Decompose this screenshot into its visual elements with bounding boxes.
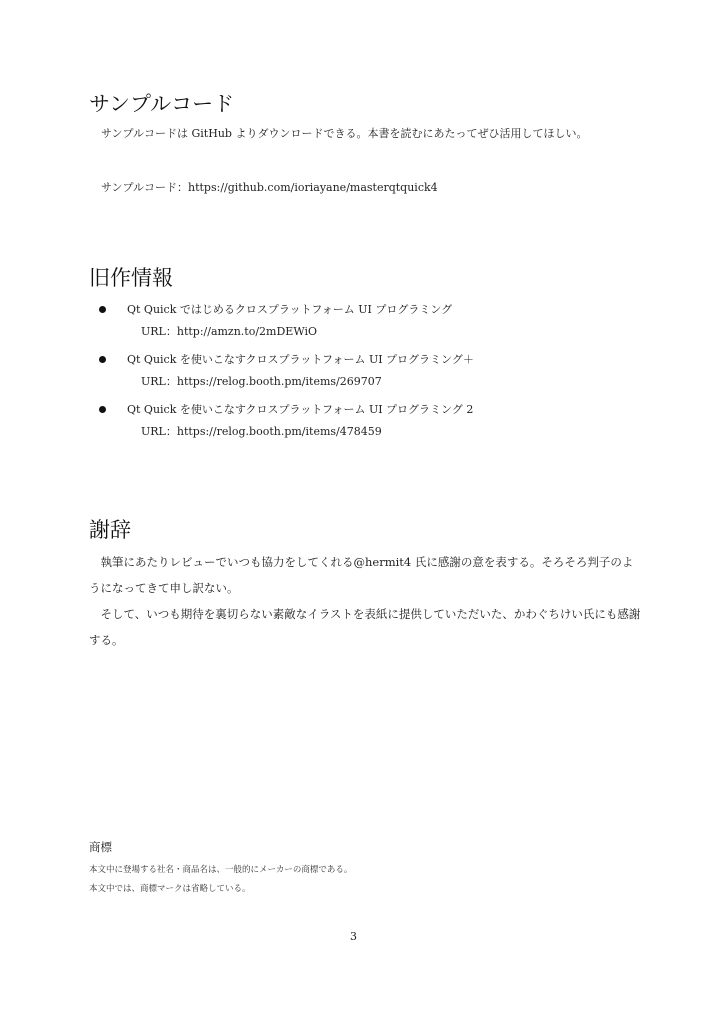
bullet-icon (99, 306, 106, 313)
page-number: 3 (350, 930, 357, 943)
sample-code-description: サンプルコードは GitHub よりダウンロードできる。本書を読むにあたってぜひ活用してほしい。 (101, 127, 588, 140)
trademark-line: 本文中に登場する社名・商品名は、一般的にメーカーの商標である。 (89, 865, 353, 875)
list-item (89, 352, 649, 402)
sample-code-heading: サンプルコード (89, 92, 235, 116)
trademark-line: 本文中では、商標マークは省略している。 (89, 884, 251, 894)
previous-works-list (89, 302, 649, 452)
acknowledgements-heading: 謝辞 (89, 518, 131, 542)
acknowledgements-body (89, 549, 644, 653)
work-title: Qt Quick を使いこなすクロスプラットフォーム UI プログラミング 2 (127, 403, 474, 416)
work-url: URL：https://relog.booth.pm/items/269707 (141, 375, 382, 388)
work-title: Qt Quick ではじめるクロスプラットフォーム UI プログラミング (127, 303, 453, 316)
list-item (89, 302, 649, 352)
work-title: Qt Quick を使いこなすクロスプラットフォーム UI プログラミング＋ (127, 353, 474, 366)
sample-code-link: サンプルコード：https://github.com/ioriayane/masterqtquick4 (101, 181, 438, 194)
bullet-icon (99, 356, 106, 363)
work-url: URL：https://relog.booth.pm/items/478459 (141, 425, 382, 438)
trademark-heading: 商標 (89, 840, 112, 854)
bullet-icon (99, 406, 106, 413)
list-item (89, 402, 649, 452)
acknowledgement-paragraph: 執筆にあたりレビューでいつも協力をしてくれる@hermit4 氏に感謝の意を表する。そろそろ判子のようになってきて申し訳ない。 (89, 555, 634, 595)
acknowledgement-paragraph: そして、いつも期待を裏切らない素敵なイラストを表紙に提供していただいた、かわぐちけい氏にも感謝する。 (89, 607, 641, 647)
work-url: URL：http://amzn.to/2mDEWiO (141, 325, 317, 338)
previous-works-heading: 旧作情報 (89, 266, 173, 290)
